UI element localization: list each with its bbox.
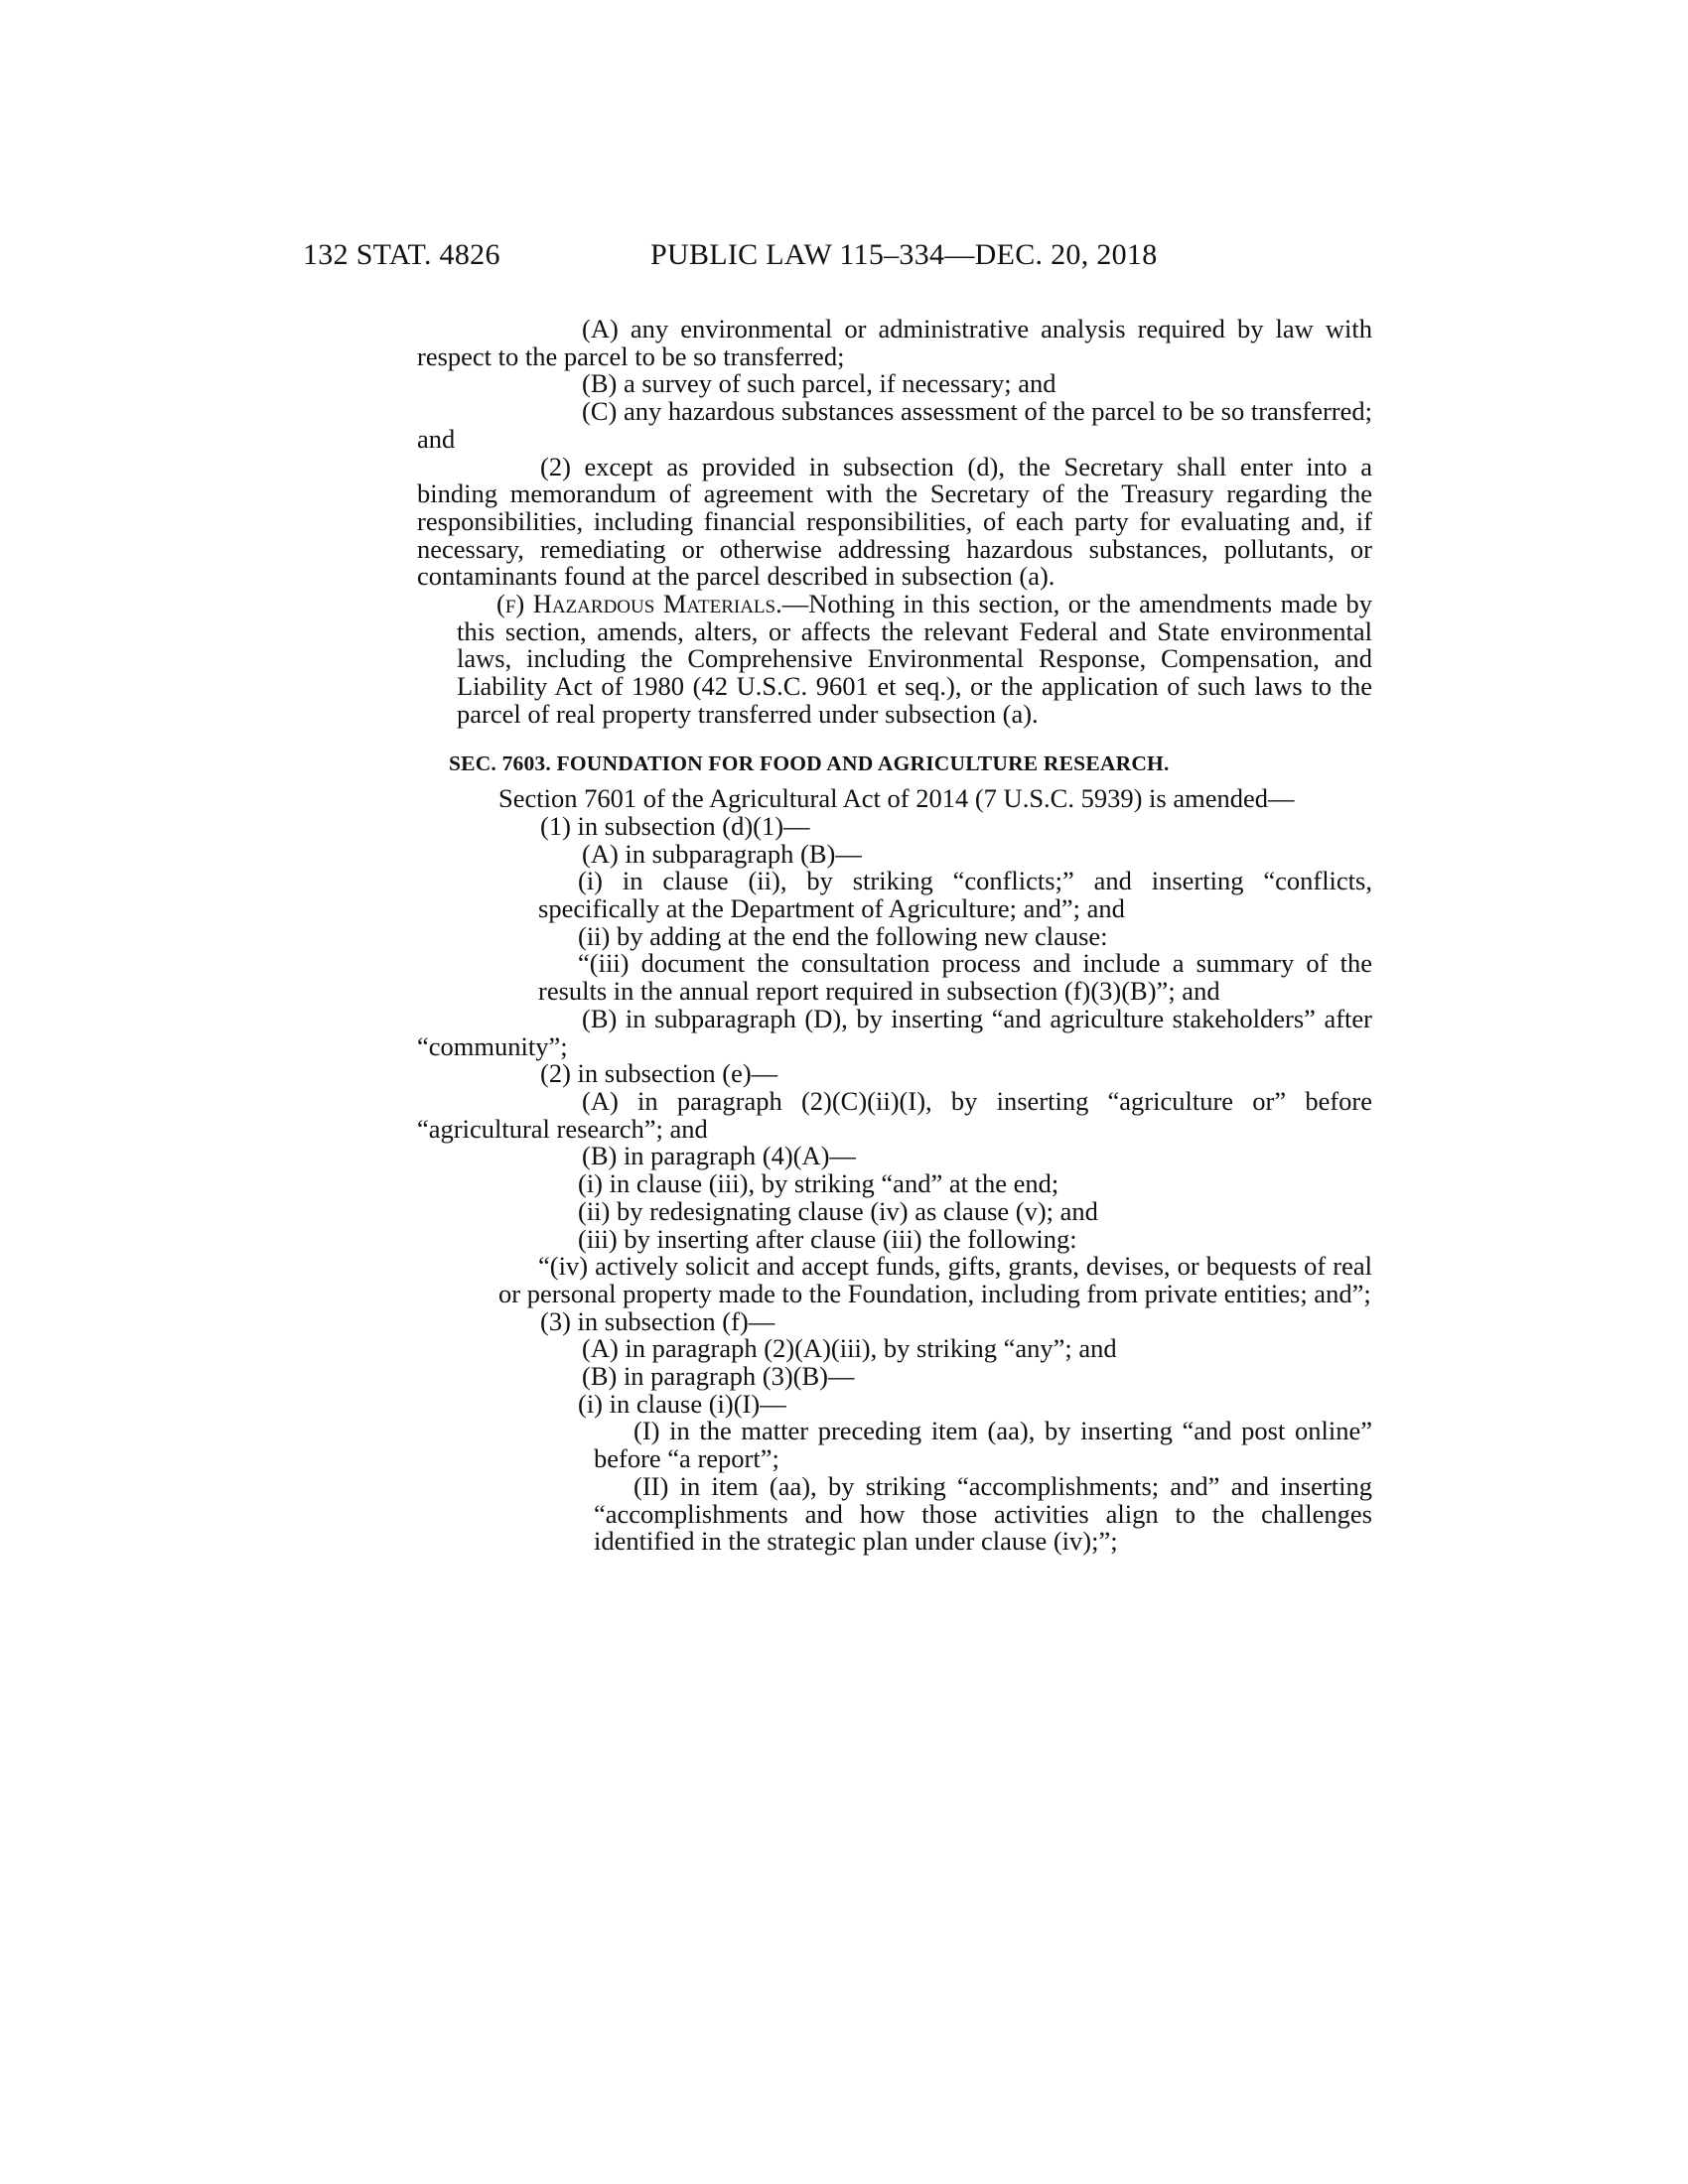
amendment-3-b-i: (i) in clause (i)(I)—	[578, 1388, 786, 1419]
amendment-3-a: (A) in paragraph (2)(A)(iii), by striking “any”; and	[582, 1333, 1117, 1364]
section-heading: SEC. 7603. FOUNDATION FOR FOOD AND AGRICULTURE RESEARCH.	[449, 751, 1170, 775]
amendment-2: (2) in subsection (e)—	[540, 1058, 778, 1089]
amendment-3-b-i-I: (I) in the matter preceding item (aa), by inserting “and post online” before “a report”;	[594, 1416, 1372, 1474]
amendment-2-b: (B) in paragraph (4)(A)—	[582, 1141, 856, 1171]
amendment-3-b-i-II: (II) in item (aa), by striking “accomplishments; and” and inserting “accomplishments and how those activities align to the challenges identified in the strategic plan under clause (iv);”;	[594, 1470, 1372, 1557]
clause-a-environmental: (A) any environmental or administrative analysis required by law with respect to the parcel to be so transferred;	[417, 314, 1372, 371]
amendment-2-b-ii: (ii) by redesignating clause (iv) as clause (v); and	[578, 1195, 1098, 1226]
amendment-1-a: (A) in subparagraph (B)—	[582, 838, 862, 869]
amendment-1-b: (B) in subparagraph (D), by inserting “and agriculture stakeholders” after “community”;	[417, 1003, 1372, 1061]
amendment-3-b: (B) in paragraph (3)(B)—	[582, 1361, 855, 1392]
section-7603	[449, 751, 1372, 778]
new-clause-iii: “(iii) document the consultation process and include a summary of the results in the annual report required in subsection (f)(3)(B)”; and	[538, 948, 1372, 1007]
new-clause-iv: “(iv) actively solicit and accept funds, gifts, grants, devises, or bequests of real or personal property made to the Foundation, including from private entities; and”;	[498, 1251, 1372, 1308]
amendment-3: (3) in subsection (f)—	[540, 1305, 775, 1336]
amendment-1: (1) in subsection (d)(1)—	[540, 810, 810, 841]
amendment-2-b-i: (i) in clause (iii), by striking “and” at the end;	[578, 1168, 1059, 1199]
page-header	[303, 238, 1390, 278]
document-body	[417, 314, 1372, 1557]
amendment-2-b-iii: (iii) by inserting after clause (iii) the following:	[578, 1223, 1077, 1254]
amendment-1-a-ii: (ii) by adding at the end the following new clause:	[578, 920, 1108, 951]
paragraph-2-memorandum: (2) except as provided in subsection (d), the Secretary shall enter into a binding memorandum of agreement with the Secretary of the Treasury regarding the responsibilities, including financial responsibilities, of each party for evaluating and, if necessary, remediating or otherwise addressing hazardous substances, pollutants, or contaminants found at the parcel described in subsection (a).	[417, 451, 1372, 592]
subsection-f-text: —Nothing in this section, or the amendments made by this section, amends, alters, or affects the relevant Federal and State environmental laws, including the Comprehensive Environmental Response, Compensation, and Liability Act of 1980 (42 U.S.C. 9601 et seq.), or the application of such laws to the parcel of real property transferred under subsection (a).	[457, 589, 1372, 729]
section-intro: Section 7601 of the Agricultural Act of 2014 (7 U.S.C. 5939) is amended—	[498, 783, 1295, 814]
subsection-f-hazardous-materials	[457, 591, 1372, 729]
running-head: PUBLIC LAW 115–334—DEC. 20, 2018	[650, 238, 1158, 271]
clause-b-survey: (B) a survey of such parcel, if necessary; and	[582, 368, 1056, 399]
amendment-2-a: (A) in paragraph (2)(C)(ii)(I), by inserting “agriculture or” before “agricultural research”; and	[417, 1085, 1372, 1144]
amendment-1-a-i: (i) in clause (ii), by striking “conflicts;” and inserting “conflicts, specifically at the Department of Agriculture; and”; and	[538, 866, 1372, 924]
page-citation: 132 STAT. 4826	[303, 238, 500, 271]
subsection-f-label: (f) Hazardous Materials.	[496, 589, 782, 619]
clause-c-hazardous: (C) any hazardous substances assessment of the parcel to be so transferred; and	[417, 396, 1372, 454]
